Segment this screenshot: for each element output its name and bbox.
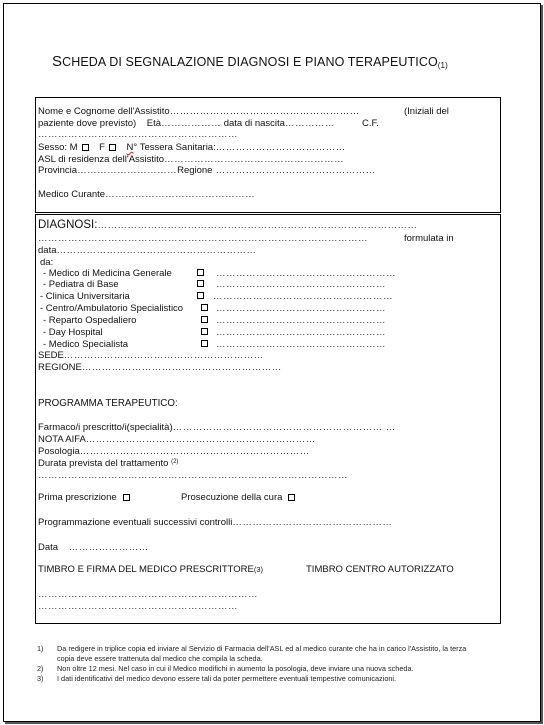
footnote-number: 3)	[37, 674, 44, 683]
source-dots: ……………………………………………	[216, 315, 386, 326]
source-checkbox[interactable]	[201, 304, 208, 311]
regione-line: REGIONE……………………………………………………	[38, 362, 282, 373]
provincia-line: Provincia…………………………Regione …………………………………………	[38, 165, 376, 176]
controlli-line: Programmazione eventuali successivi controlli…………………………………………	[38, 517, 393, 528]
programma-heading: PROGRAMMA TERAPEUTICO:	[38, 398, 178, 409]
farmaco-line: Farmaco/i prescritto/i(specialità)……………………………………………………… …	[38, 422, 396, 433]
firma-dots-2: ……………………………………………………	[38, 601, 238, 612]
patient-name-line: Nome e Cognome dell'Assistito…………………………………………………	[38, 106, 360, 117]
form-title: SCHEDA DI SEGNALAZIONE DIAGNOSI E PIANO $TERAPEUTICO_{(1)}$	[52, 53, 448, 70]
source-item: - Reparto Ospedaliero	[43, 315, 137, 326]
asl-line: ASL di residenza dell'Assistito………………………………………………	[38, 154, 345, 165]
cf-label: C.F.	[362, 118, 379, 129]
posologia-line: Posologia……………………………………………………………	[38, 446, 310, 457]
source-item: - Day Hospital	[43, 327, 103, 338]
source-dots: ……………………………………………	[216, 303, 386, 314]
source-checkbox[interactable]	[201, 328, 208, 335]
source-dots: ………………………………………………	[213, 291, 393, 302]
source-dots: ……………………………………………	[216, 279, 386, 290]
firma-dots-1: …………………………………………………………	[38, 589, 258, 600]
source-item: - Centro/Ambulatorio Specialistico	[40, 303, 184, 314]
source-item: - Pediatra di Base	[43, 279, 119, 290]
source-item: - Medico Specialista	[43, 339, 129, 350]
source-checkbox[interactable]	[197, 280, 204, 287]
footnote-text: Non oltre 12 mesi. Nel caso in cui il Medico modifichi in aumento la posologia, deve inviare una nuova scheda.	[57, 664, 414, 673]
prosecuzione-checkbox[interactable]	[288, 494, 295, 501]
source-checkbox[interactable]	[201, 340, 208, 347]
formulata-label: formulata in	[404, 233, 454, 244]
diagnosi-dots-2: ………………………………………………………………………………………	[38, 233, 368, 244]
sex-line: Sesso: M F N° Tessera Sanitaria:…………………………………	[38, 142, 346, 153]
source-checkbox[interactable]	[197, 292, 204, 299]
source-checkbox[interactable]	[197, 269, 204, 276]
source-checkbox[interactable]	[201, 316, 208, 323]
footnote-text: copia deve essere trattenuta dal medico che compila la scheda.	[57, 654, 263, 663]
footnote-text: Da redigere in triplice copia ed inviare al Servizio di Farmacia dell'ASL ed al medico curante che ha in carico l'Assistito, la terza	[57, 644, 467, 653]
data-line: Data ……………………	[38, 542, 149, 553]
footnote-text: I dati identificativi del medico devono essere tali da poter permettere eventuali tempestive comunicazioni.	[57, 674, 397, 683]
nota-aifa-line: NOTA AIFA……………………………………………………………	[38, 434, 316, 445]
patient-age-line: paziente dove previsto) Età……………… data di nascita……………	[38, 118, 335, 129]
prima-prescrizione: Prima prescrizione	[38, 492, 130, 503]
source-dots: ……………………………………………	[216, 327, 386, 338]
prosecuzione-cura: Prosecuzione della cura	[181, 492, 295, 503]
footnote-number: 2)	[37, 664, 44, 673]
durata-dots: …………………………………………………………………………………	[38, 470, 348, 481]
timbro-centro: TIMBRO CENTRO AUTORIZZATO	[306, 564, 454, 575]
patient-cf-dots: ……………………………………………………	[38, 129, 238, 140]
data-diagnosi-line: data……………………………………………………	[38, 245, 257, 256]
source-item: - Medico di Medicina Generale	[43, 268, 172, 279]
medico-curante-line: Medico Curante………………………………………	[38, 189, 256, 200]
durata-line: Durata prevista del trattamento $^{(2)}$	[38, 458, 179, 469]
da-label: da:	[40, 257, 54, 268]
source-item: - Clinica Universitaria	[40, 291, 130, 302]
sex-f-checkbox[interactable]	[109, 144, 116, 151]
footnote-number: 1)	[37, 644, 44, 653]
sex-m-checkbox[interactable]	[82, 144, 89, 151]
timbro-medico: TIMBRO E FIRMA DEL MEDICO PRESCRITTORE(3)	[38, 564, 264, 575]
initials-label: (Iniziali del	[404, 106, 449, 117]
diagnosi-line: DIAGNOSI:……………………………………………………………………………………	[38, 219, 418, 231]
sede-line: SEDE……………………………………………………	[38, 350, 264, 361]
source-dots: ……………………………………………	[216, 339, 386, 350]
prima-checkbox[interactable]	[123, 494, 130, 501]
source-dots: ………………………………………………	[216, 268, 396, 279]
